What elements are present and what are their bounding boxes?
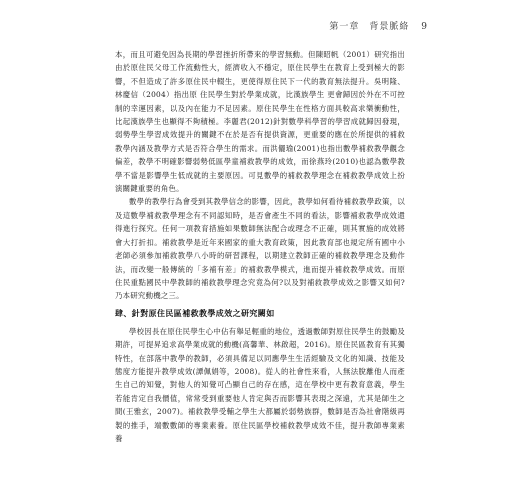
section-heading: 肆、針對原住民區補救教學成效之研究闕如 — [115, 308, 275, 318]
paragraph: 本，而且可避免因為長期的學習挫折所帶來的學習無動。但陳昭帆（2001）研究指出由於原住民父母工作流動性大，經濟收入不穩定，原住民學生在教育上受到極大的影響，不但造成了許多原住民中輟生，更使得原住民下一代的教育無法提升。吳明隆、林慶信（2004）指出原 住民學生對於學業成就，比漢族學生 更會歸因於外在不可控制的幸運因素，以及內在能力不足因素。原住民學生在性格方面具較高求樂衝動性，比起漢族學生也顯得不夠積極。李麗君(2012)針對數學科學習的學習成就歸因發現，弱勢學生學習成效提升的關鍵不在於是否有提供資源，更重要的應在於所提供的補救教學內涵及教學方式是否符合學生的需求。而洪儷瑜(2001)也指出數學補救教學觀念偏差，教學不明確影響弱勢低區學童補救教學的成效，而徐燕玲(2010)也認為數學教學不當是影響學生低成就的主要原因。可見數學的補救教學理念在補救教學成效上扮演關鍵重要的角色。 — [115, 50, 405, 194]
body-text — [115, 48, 405, 445]
paragraph: 數學的教學行為會受到其教學信念的影響，因此，教學如何看待補救教學政策，以及這數學補救教學理念有不同認知時，是否會產生不同的看法，影響補救教學成效還得進行探究。任何一項教育措施如果數師無法配合或理念不正確，則其實施的成效將會大打折扣。補救教學是近年來國家的重大教育政策，因此教育部也規定所有國中小老師必須參加補救教學八小時的研習課程，以期建立教師正確的補救教學理念及動作法，而改變一般傳統的「多補有差」的補救教學模式，進而提升補救教學成效。而原住民重點國民中學教師的補救教學理念究竟為何?以及對補救教學成效之影響又如何?乃本研究動機之三。 — [115, 197, 405, 301]
paragraph: 學校因長在原住民學生心中佔有舉足輕重的地位，透過數師對原住民學生的鼓勵及期許，可提昇追求高學業成就的動機(高馨華、林啟超，2016)。原住民區教育有其獨特性，在部落中教學的教師，必須具備足以同應學生生活經驗及文化的知識、技能及態度方能提升教學成效(譚佩娟等，2008)。從人的社會性來看，人無法脫離他人而產生自己的知覺，對他人的知覺可凸顯自己的存在感，這在學校中更有教育意義，學生若能肯定自我價值，常常受到重要他人肯定與否而影響其表現之深遠，尤其是師生之間(王雅玄，2007)。補救教學受輔之學生大都屬於弱勢族群，數師是否為社會階級再製的推手，端數數師的專業素養。原住民區學校補救教學成效不佳，提升教師專業素養 — [115, 326, 405, 443]
running-header — [329, 19, 428, 32]
page-number: 9 — [421, 22, 428, 32]
chapter-title: 第一章 背景脈絡 — [329, 22, 410, 32]
